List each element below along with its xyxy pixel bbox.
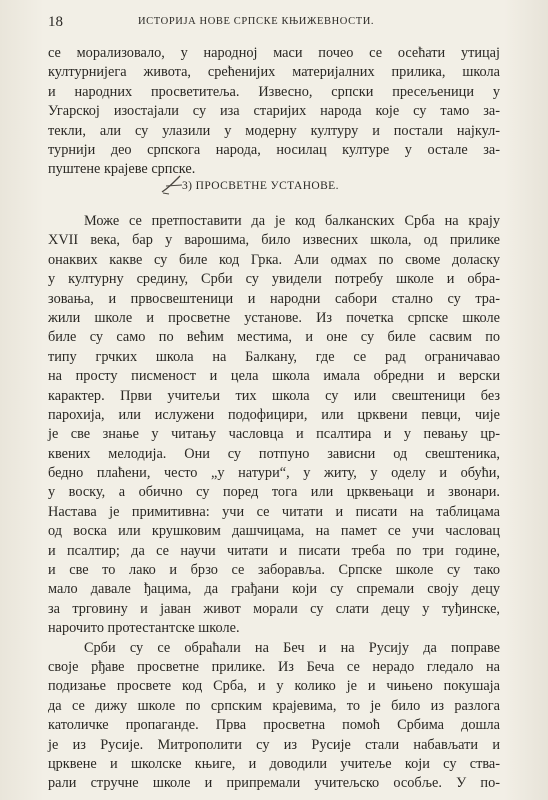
text-line: жили школе и просветне установе. Из почетка српске школе xyxy=(48,309,500,326)
text-line: је све знање у читању часловца и псалтира и у певању цр- xyxy=(48,426,500,443)
text-line: парохија, или иcлужени подофицири, или црквени певци, чије xyxy=(48,406,500,423)
text-line: Може се претпоставити да је код балканских Срба на крају xyxy=(84,213,500,229)
text-line: своје рђаве просветне прилике. Из Беча се нерадо гледало на xyxy=(48,658,500,675)
text-line: да се дижу школе по српским крајевима, то је било из разлога xyxy=(48,697,500,714)
text-line: XVII века, бар у варошима, било извесних школа, од прилике xyxy=(48,232,500,249)
page-header xyxy=(48,14,498,34)
text-line: карактер. Први учитељи тих школа су или свештеници без xyxy=(48,387,500,404)
paragraph-1 xyxy=(48,44,500,180)
text-line: на просту писменост и цела школа имала обредни и верски xyxy=(48,368,500,385)
text-line: квених мелодија. Они су потпуно зависни од свештеника, xyxy=(48,445,500,462)
text-line: типу грчких школа на Балкану, где се рад ограничавао xyxy=(48,348,500,365)
page-number: 18 xyxy=(48,14,63,30)
text-line: Срби су се обраћали на Беч и на Русију да поправе xyxy=(84,639,500,656)
text-line: зовања, и првосвештеници и народни сабори стално су тра- xyxy=(48,290,500,307)
text-line: се морализовало, у народној маси почео се осећати утицај xyxy=(48,45,500,61)
text-line: и псалтир; да се научи читати и писати треба по три године, xyxy=(48,542,500,559)
text-line: у културну средину, Срби су увидели потребу школе и обра- xyxy=(48,271,500,288)
text-line: мало давале ђацима, да грађани који су спремали своју децу xyxy=(48,581,500,598)
text-line: је из Русије. Митрополити су из Русије стали набављати и xyxy=(48,736,500,753)
text-line: Настава је примитивна: учи се читати и писати на таблицама xyxy=(48,503,500,520)
text-line: од воска или крушковим дашчицама, на памет се учи часловац xyxy=(48,523,500,540)
text-line: за трговину и јаван живот морали су слати децу у туђинске, xyxy=(48,600,500,617)
text-line: Угарској изостајали су иза старијих народа које су тамо за- xyxy=(48,103,500,120)
text-line: онаквих какве су биле код Грка. Али одмах по своме доласку xyxy=(48,251,500,268)
running-title: ИСТОРИЈА НОВЕ СРПСКЕ КЊИЖЕВНОСТИ. xyxy=(138,16,375,27)
paragraph-2 xyxy=(48,212,500,794)
text-line: и народних просветитеља. Извесно, српски пресељеници у xyxy=(48,83,500,100)
text-line: турнији део српскога народа, носилац културе у остале за- xyxy=(48,141,500,158)
text-line: текли, али су улазили у модерну културу и постали најкул- xyxy=(48,122,500,139)
section-heading: 3) ПРОСВЕТНЕ УСТАНОВЕ. xyxy=(182,180,339,192)
text-line: црквене и школске књиге, и доводили учитеље који су ства- xyxy=(48,755,500,772)
text-line: католичке пропаганде. Прва просветна помоћ Србима дошла xyxy=(48,717,500,734)
text-line: у воску, а обично су поред тога или црквењаци и звонари. xyxy=(48,484,500,501)
text-line: подизање просвете код Срба, и у колико је и чињено покушаја xyxy=(48,678,500,695)
text-line: бедно плаћени, често „у натури“, у житу, у оделу и обући, xyxy=(48,465,500,482)
text-line: нарочито протестантске школе. xyxy=(48,620,240,637)
text-line: и све то лако и брзо се заборавља. Српске школе су тако xyxy=(48,562,500,579)
text-line: биле су само по већим местима, и оне су биле сасвим по xyxy=(48,329,500,346)
text-line: пуштене крајеве српске. xyxy=(48,161,196,178)
text-line: рали стручне школе и припремали учитељско особље. У по- xyxy=(48,775,500,792)
text-line: културнијега живота, срећенијих материјалних прилика, школа xyxy=(48,64,500,81)
